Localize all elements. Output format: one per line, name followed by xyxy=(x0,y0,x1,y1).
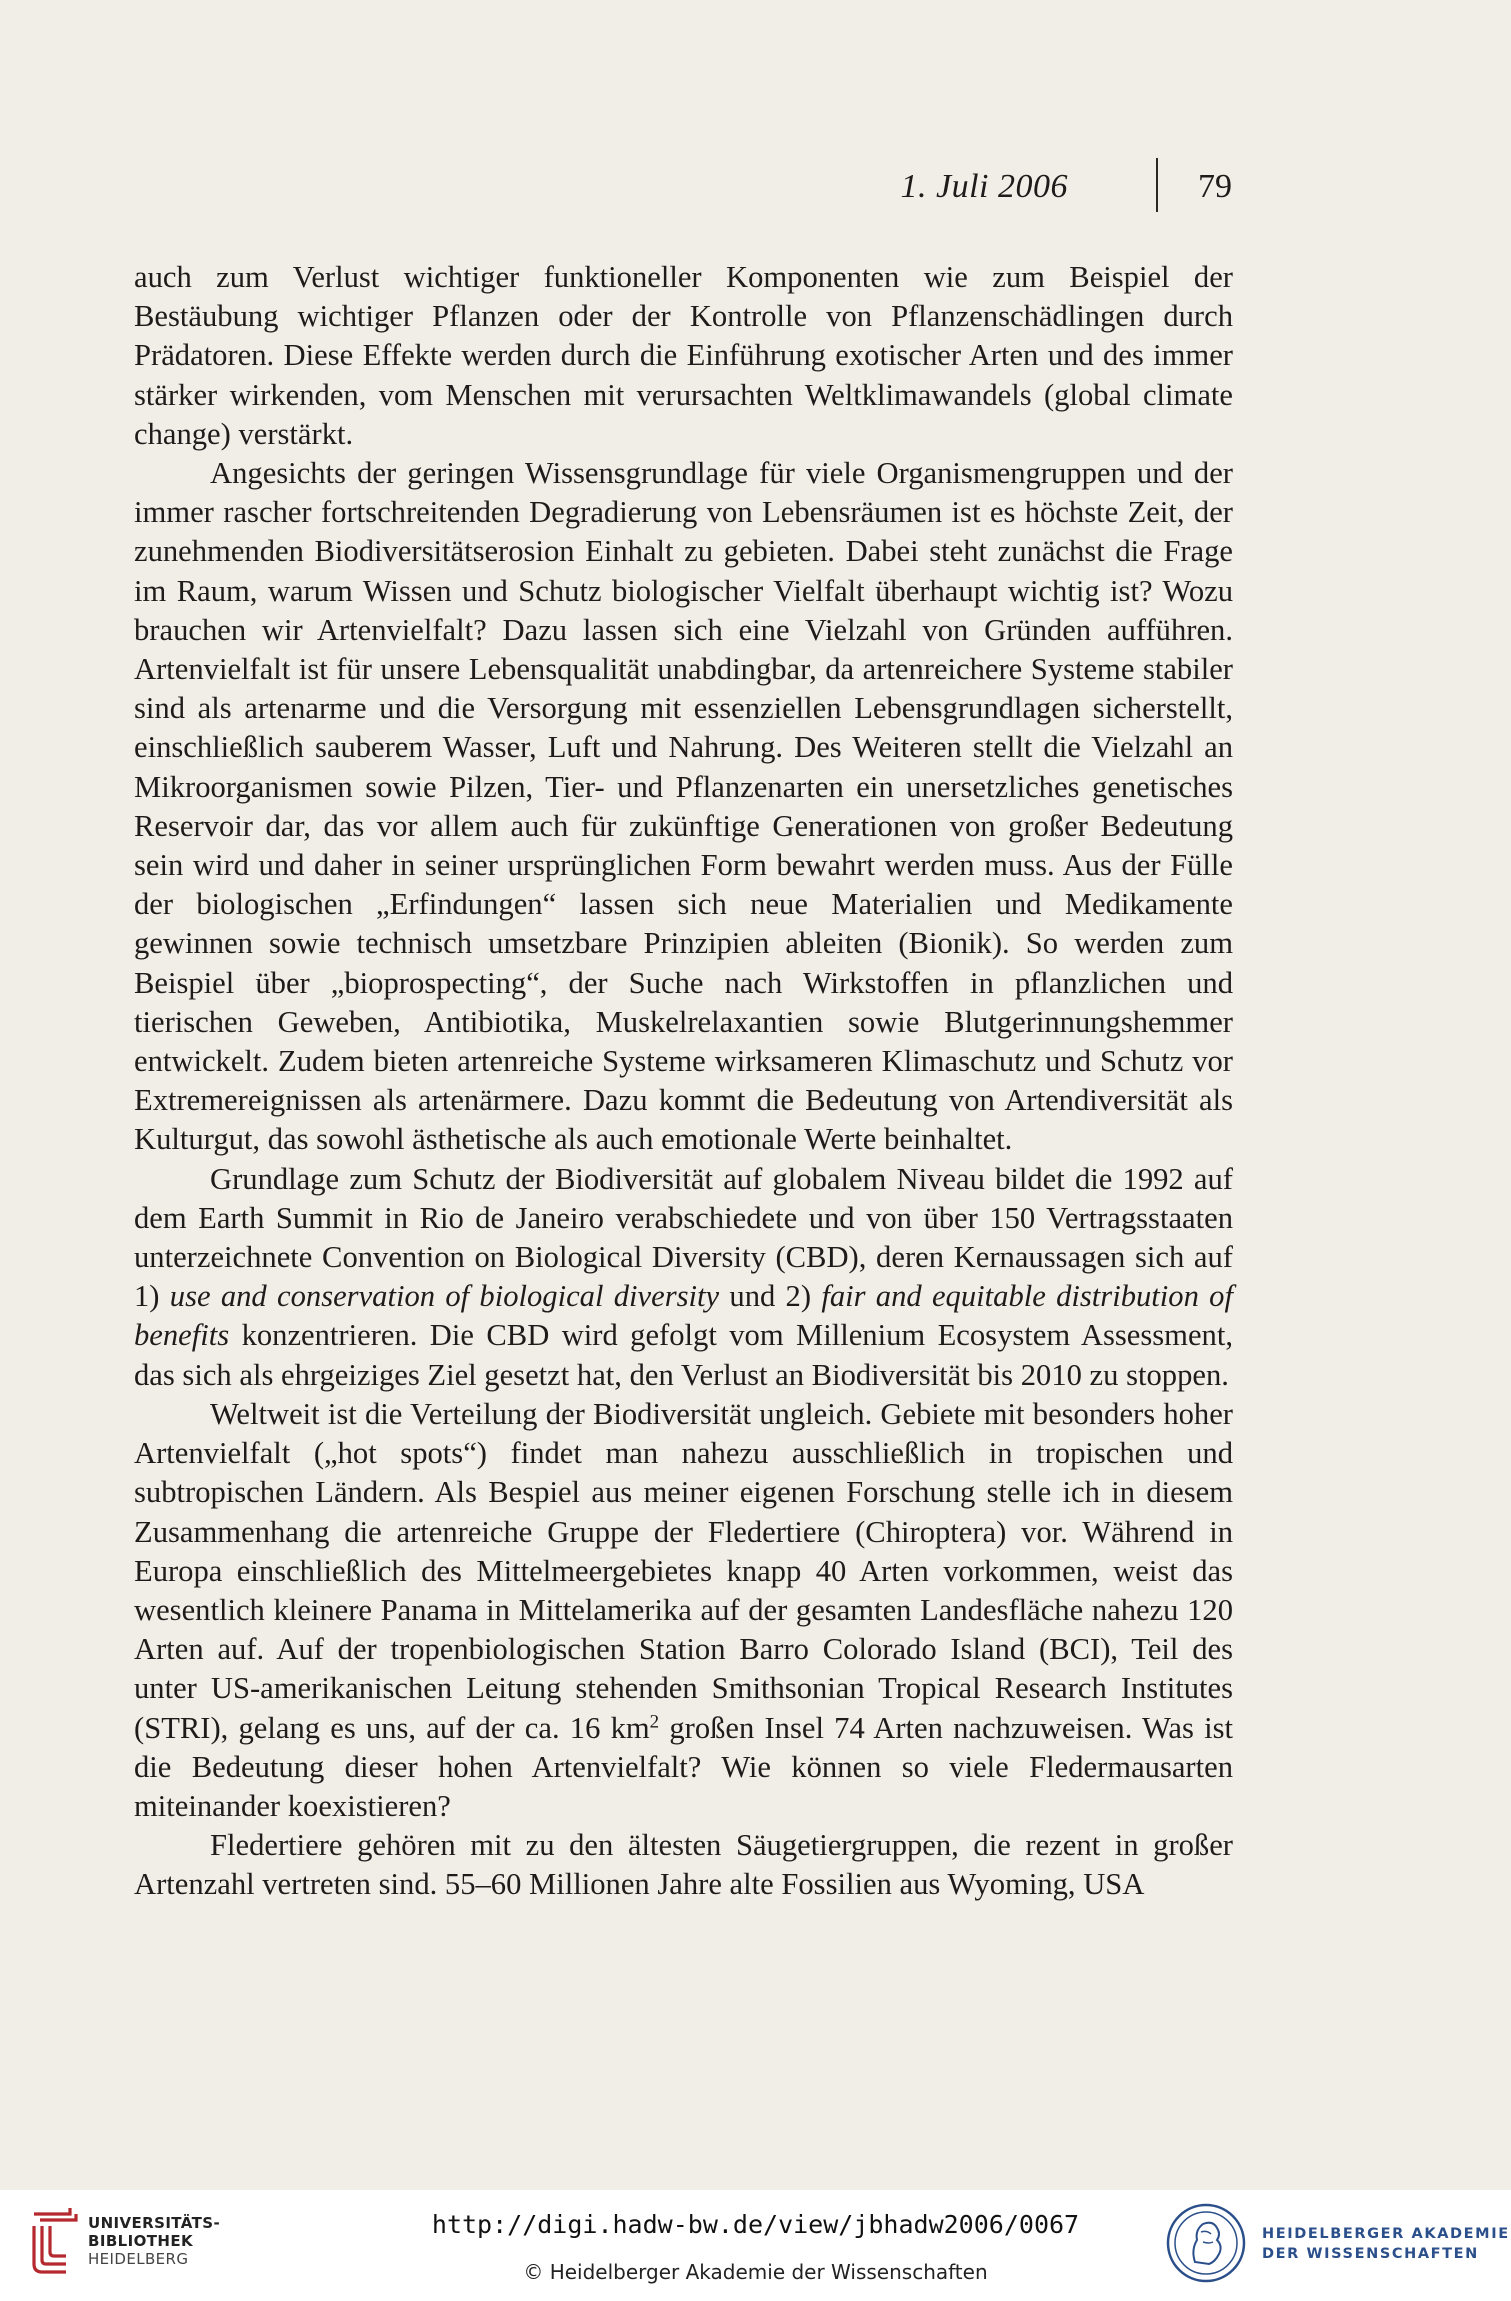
paragraph-3-italic-2: fair and equitable distribution of benefits xyxy=(134,1279,1233,1353)
header-date: 1. Juli 2006 xyxy=(900,168,1068,205)
paragraph-2: Angesichts der geringen Wissensgrundlage für viele Organismengruppen und der immer rascher fortschreitenden Degradierung von Lebensräumen ist es höchste Zeit, der zunehmenden Biodiversitätserosion Einhalt zu gebieten. Dabei steht zunächst die Frage im Raum, warum Wissen und Schutz biologischer Vielfalt überhaupt wichtig ist? Wozu brauchen wir Artenvielfalt? Dazu lassen sich eine Vielzahl von Gründen aufführen. Artenvielfalt ist für unsere Lebensqualität unabdingbar, da artenreichere Systeme stabiler sind als artenarme und die Versorgung mit essenziellen Lebensgrundlagen sicherstellt, einschließlich sauberem Wasser, Luft und Nahrung. Des Weiteren stellt die Vielzahl an Mikroorganismen sowie Pilzen, Tier- und Pflanzenarten ein unersetzliches genetisches Reservoir dar, das vor allem auch für zukünftige Generationen von großer Bedeutung sein wird und daher in seiner ursprünglichen Form bewahrt werden muss. Aus der Fülle der biologischen „Erfindungen“ lassen sich neue Materialien und Medikamente gewinnen sowie technisch umsetzbare Prinzipien ableiten (Bionik). So werden zum Beispiel über „bioprospecting“, der Suche nach Wirkstoffen in pflanzlichen und tierischen Geweben, Antibiotika, Muskelrelaxantien sowie Blutgerinnungshemmer entwickelt. Zudem bieten artenreiche Systeme wirksameren Klimaschutz und Schutz vor Extremereignissen als artenärmere. Dazu kommt die Bedeutung von Artendiversität als Kulturgut, das sowohl ästhetische als auch emotionale Werte beinhaltet. xyxy=(134,456,1233,1157)
running-head xyxy=(880,158,1240,218)
paragraph-3-italic-1: use and conservation of biological diversity xyxy=(169,1279,720,1314)
library-name-line-1: UNIVERSITÄTS- xyxy=(88,2214,221,2232)
academy-name-line-1: HEIDELBERGER AKADEMIE xyxy=(1262,2226,1510,2242)
paragraph-4-part-a: Weltweit ist die Verteilung der Biodiversität ungleich. Gebiete mit besonders hoher Artenvielfalt („hot spots“) findet man nahezu ausschließlich in tropischen und subtropischen Ländern. Als Bespiel aus meiner eigenen Forschung stelle ich in diesem Zusammenhang die artenreiche Gruppe der Fledertiere (Chiroptera) vor. Während in Europa einschließlich des Mittelmeergebietes knapp 40 Arten vorkommen, weist das wesentlich kleinere Panama in Mittelamerika auf der gesamten Landesfläche nahezu 120 Arten auf. Auf der tropenbiologischen Station Barro Colorado Island (BCI), Teil des unter US-amerikanischen Leitung stehenden Smithsonian Tropical Research Institutes (STRI), gelang es uns, auf der ca. 16 km xyxy=(134,1396,1233,1745)
footer-bar xyxy=(0,2190,1511,2301)
superscript-2: 2 xyxy=(649,1711,660,1733)
paragraph-5: Fledertiere gehören mit zu den ältesten Säugetiergruppen, die rezent in großer Artenzahl vertreten sind. 55–60 Millionen Jahre alte Fossilien aus Wyoming, USA xyxy=(134,1828,1233,1902)
paragraph-3-part-b: und 2) xyxy=(729,1279,812,1314)
paragraph-3-part-c: konzentrieren. Die CBD wird gefolgt vom Millenium Ecosystem Assessment, das sich als ehrgeiziges Ziel gesetzt hat, den Verlust an Biodiversität bis 2010 zu stoppen. xyxy=(134,1318,1233,1392)
academy-seal-icon xyxy=(1165,2202,1247,2284)
permalink-url[interactable]: http://digi.hadw-bw.de/view/jbhadw2006/0067 xyxy=(431,2210,1080,2239)
academy-name-line-2: DER WISSENSCHAFTEN xyxy=(1262,2246,1479,2262)
paragraph-4 xyxy=(134,1395,1233,1826)
paragraph-4-part-b: großen Insel 74 Arten nachzuweisen. Was ist die Bedeutung dieser hohen Artenvielfalt? Wie können so viele Fledermausarten miteinander koexistieren? xyxy=(134,1710,1233,1823)
body-text xyxy=(134,258,1233,1905)
paragraph-3-part-a: Grundlage zum Schutz der Biodiversität auf globalem Niveau bildet die 1992 auf dem Earth Summit in Rio de Janeiro verabschiedete und von über 150 Vertragsstaaten unterzeichnete Convention on Biological Diversity (CBD), deren Kernaussagen sich auf 1) xyxy=(134,1161,1233,1314)
library-name-line-3: HEIDELBERG xyxy=(88,2250,189,2268)
library-name-line-2: BIBLIOTHEK xyxy=(88,2232,193,2250)
academy-name xyxy=(1262,2224,1510,2264)
page-number: 79 xyxy=(1198,168,1232,205)
paragraph-3 xyxy=(134,1160,1233,1395)
paragraph-1: auch zum Verlust wichtiger funktioneller Komponenten wie zum Beispiel der Bestäubung wichtiger Pflanzen oder der Kontrolle von Pflanzenschädlingen durch Prädatoren. Diese Effekte werden durch die Einführung exotischer Arten und des immer stärker wirkenden, vom Menschen mit verursachten Weltklimawandels (global climate change) verstärkt. xyxy=(134,260,1233,451)
header-divider xyxy=(1156,158,1158,212)
copyright-notice: © Heidelberger Akademie der Wissenschaften xyxy=(523,2260,988,2284)
